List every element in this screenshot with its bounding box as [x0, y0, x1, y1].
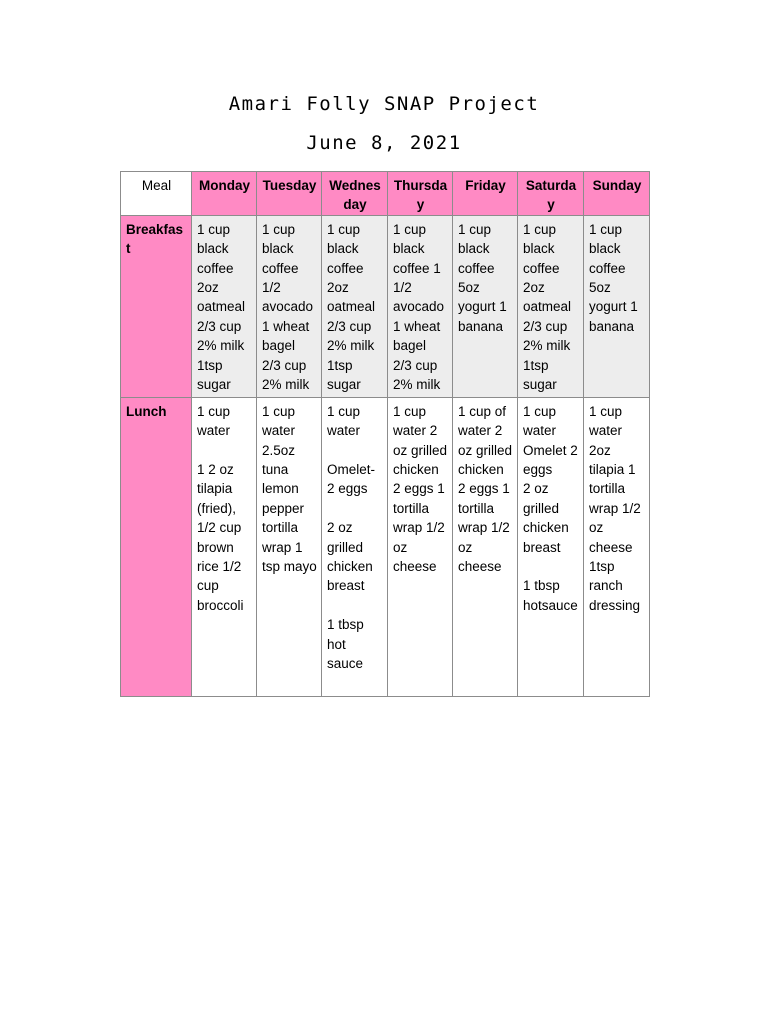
- lunch-cell-wednesday: 1 cup water Omelet- 2 eggs 2 oz grilled chicken breast 1 tbsp hot sauce: [322, 397, 388, 696]
- breakfast-cell-saturday: 1 cup black coffee 2oz oatmeal 2/3 cup 2% milk 1tsp sugar: [518, 215, 584, 397]
- breakfast-cell-monday: 1 cup black coffee 2oz oatmeal 2/3 cup 2% milk 1tsp sugar: [192, 215, 257, 397]
- document-date: June 8, 2021: [306, 132, 462, 154]
- table-header-row: [121, 172, 650, 216]
- lunch-cell-sunday: 1 cup water 2oz tilapia 1 tortilla wrap 1/2 oz cheese 1tsp ranch dressing: [584, 397, 650, 696]
- table-row-breakfast: [121, 215, 650, 397]
- lunch-cell-thursday: 1 cup water 2 oz grilled chicken 2 eggs 1 tortilla wrap 1/2 oz cheese: [388, 397, 453, 696]
- lunch-cell-saturday: 1 cup water Omelet 2 eggs 2 oz grilled chicken breast 1 tbsp hotsauce: [518, 397, 584, 696]
- meal-column-header: Meal: [121, 172, 192, 216]
- row-label-breakfast: Breakfast: [121, 215, 192, 397]
- breakfast-cell-wednesday: 1 cup black coffee 2oz oatmeal 2/3 cup 2% milk 1tsp sugar: [322, 215, 388, 397]
- meal-plan-table: [120, 171, 650, 697]
- lunch-cell-monday: 1 cup water 1 2 oz tilapia (fried), 1/2 cup brown rice 1/2 cup broccoli: [192, 397, 257, 696]
- breakfast-cell-friday: 1 cup black coffee 5oz yogurt 1 banana: [453, 215, 518, 397]
- day-header-tuesday: Tuesday: [257, 172, 322, 216]
- day-header-wednesday: Wednesday: [322, 172, 388, 216]
- breakfast-cell-sunday: 1 cup black coffee 5oz yogurt 1 banana: [584, 215, 650, 397]
- day-header-thursday: Thursday: [388, 172, 453, 216]
- row-label-lunch: Lunch: [121, 397, 192, 696]
- day-header-saturday: Saturday: [518, 172, 584, 216]
- document-title: Amari Folly SNAP Project: [228, 93, 540, 115]
- day-header-monday: Monday: [192, 172, 257, 216]
- lunch-cell-tuesday: 1 cup water 2.5oz tuna lemon pepper tortilla wrap 1 tsp mayo: [257, 397, 322, 696]
- lunch-cell-friday: 1 cup of water 2 oz grilled chicken 2 eggs 1 tortilla wrap 1/2 oz cheese: [453, 397, 518, 696]
- day-header-friday: Friday: [453, 172, 518, 216]
- breakfast-cell-tuesday: 1 cup black coffee 1/2 avocado 1 wheat bagel 2/3 cup 2% milk: [257, 215, 322, 397]
- table-row-lunch: [121, 397, 650, 696]
- breakfast-cell-thursday: 1 cup black coffee 1 1/2 avocado 1 wheat bagel 2/3 cup 2% milk: [388, 215, 453, 397]
- day-header-sunday: Sunday: [584, 172, 650, 216]
